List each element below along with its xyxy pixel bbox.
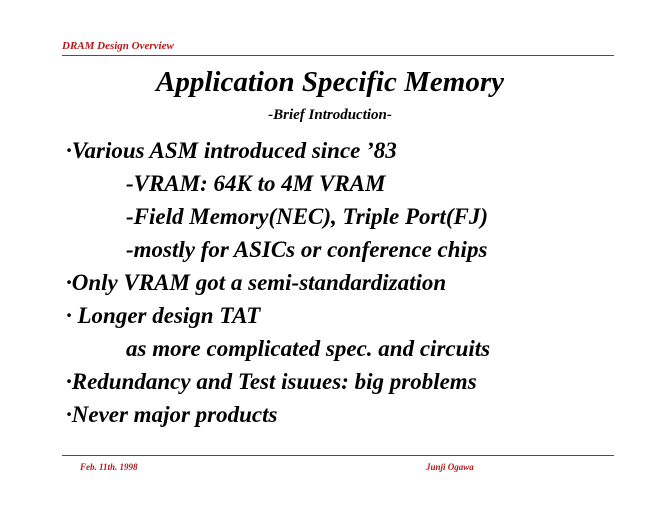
- bullet-line: -mostly for ASICs or conference chips: [126, 237, 488, 262]
- footer-rule: [62, 455, 614, 456]
- header-title: DRAM Design Overview: [62, 40, 174, 52]
- footer-author: Junji Ogawa: [426, 462, 474, 472]
- bullet-line: ·Only VRAM got a semi-standardization: [66, 270, 447, 295]
- slide-title: Application Specific Memory: [156, 66, 504, 98]
- bullet-line: ·Various ASM introduced since ’83: [66, 138, 397, 163]
- bullet-line: as more complicated spec. and circuits: [126, 336, 491, 361]
- bullet-line: ·Redundancy and Test isuues: big problems: [66, 369, 477, 394]
- bullet-line: · Longer design TAT: [66, 303, 261, 328]
- footer-date: Feb. 11th. 1998: [80, 462, 138, 472]
- slide-subtitle: -Brief Introduction-: [268, 107, 392, 123]
- header-rule: [62, 55, 614, 56]
- bullet-list: [66, 134, 646, 431]
- bullet-line: ·Never major products: [66, 402, 278, 427]
- bullet-line: -VRAM: 64K to 4M VRAM: [126, 171, 386, 196]
- bullet-line: -Field Memory(NEC), Triple Port(FJ): [126, 204, 488, 229]
